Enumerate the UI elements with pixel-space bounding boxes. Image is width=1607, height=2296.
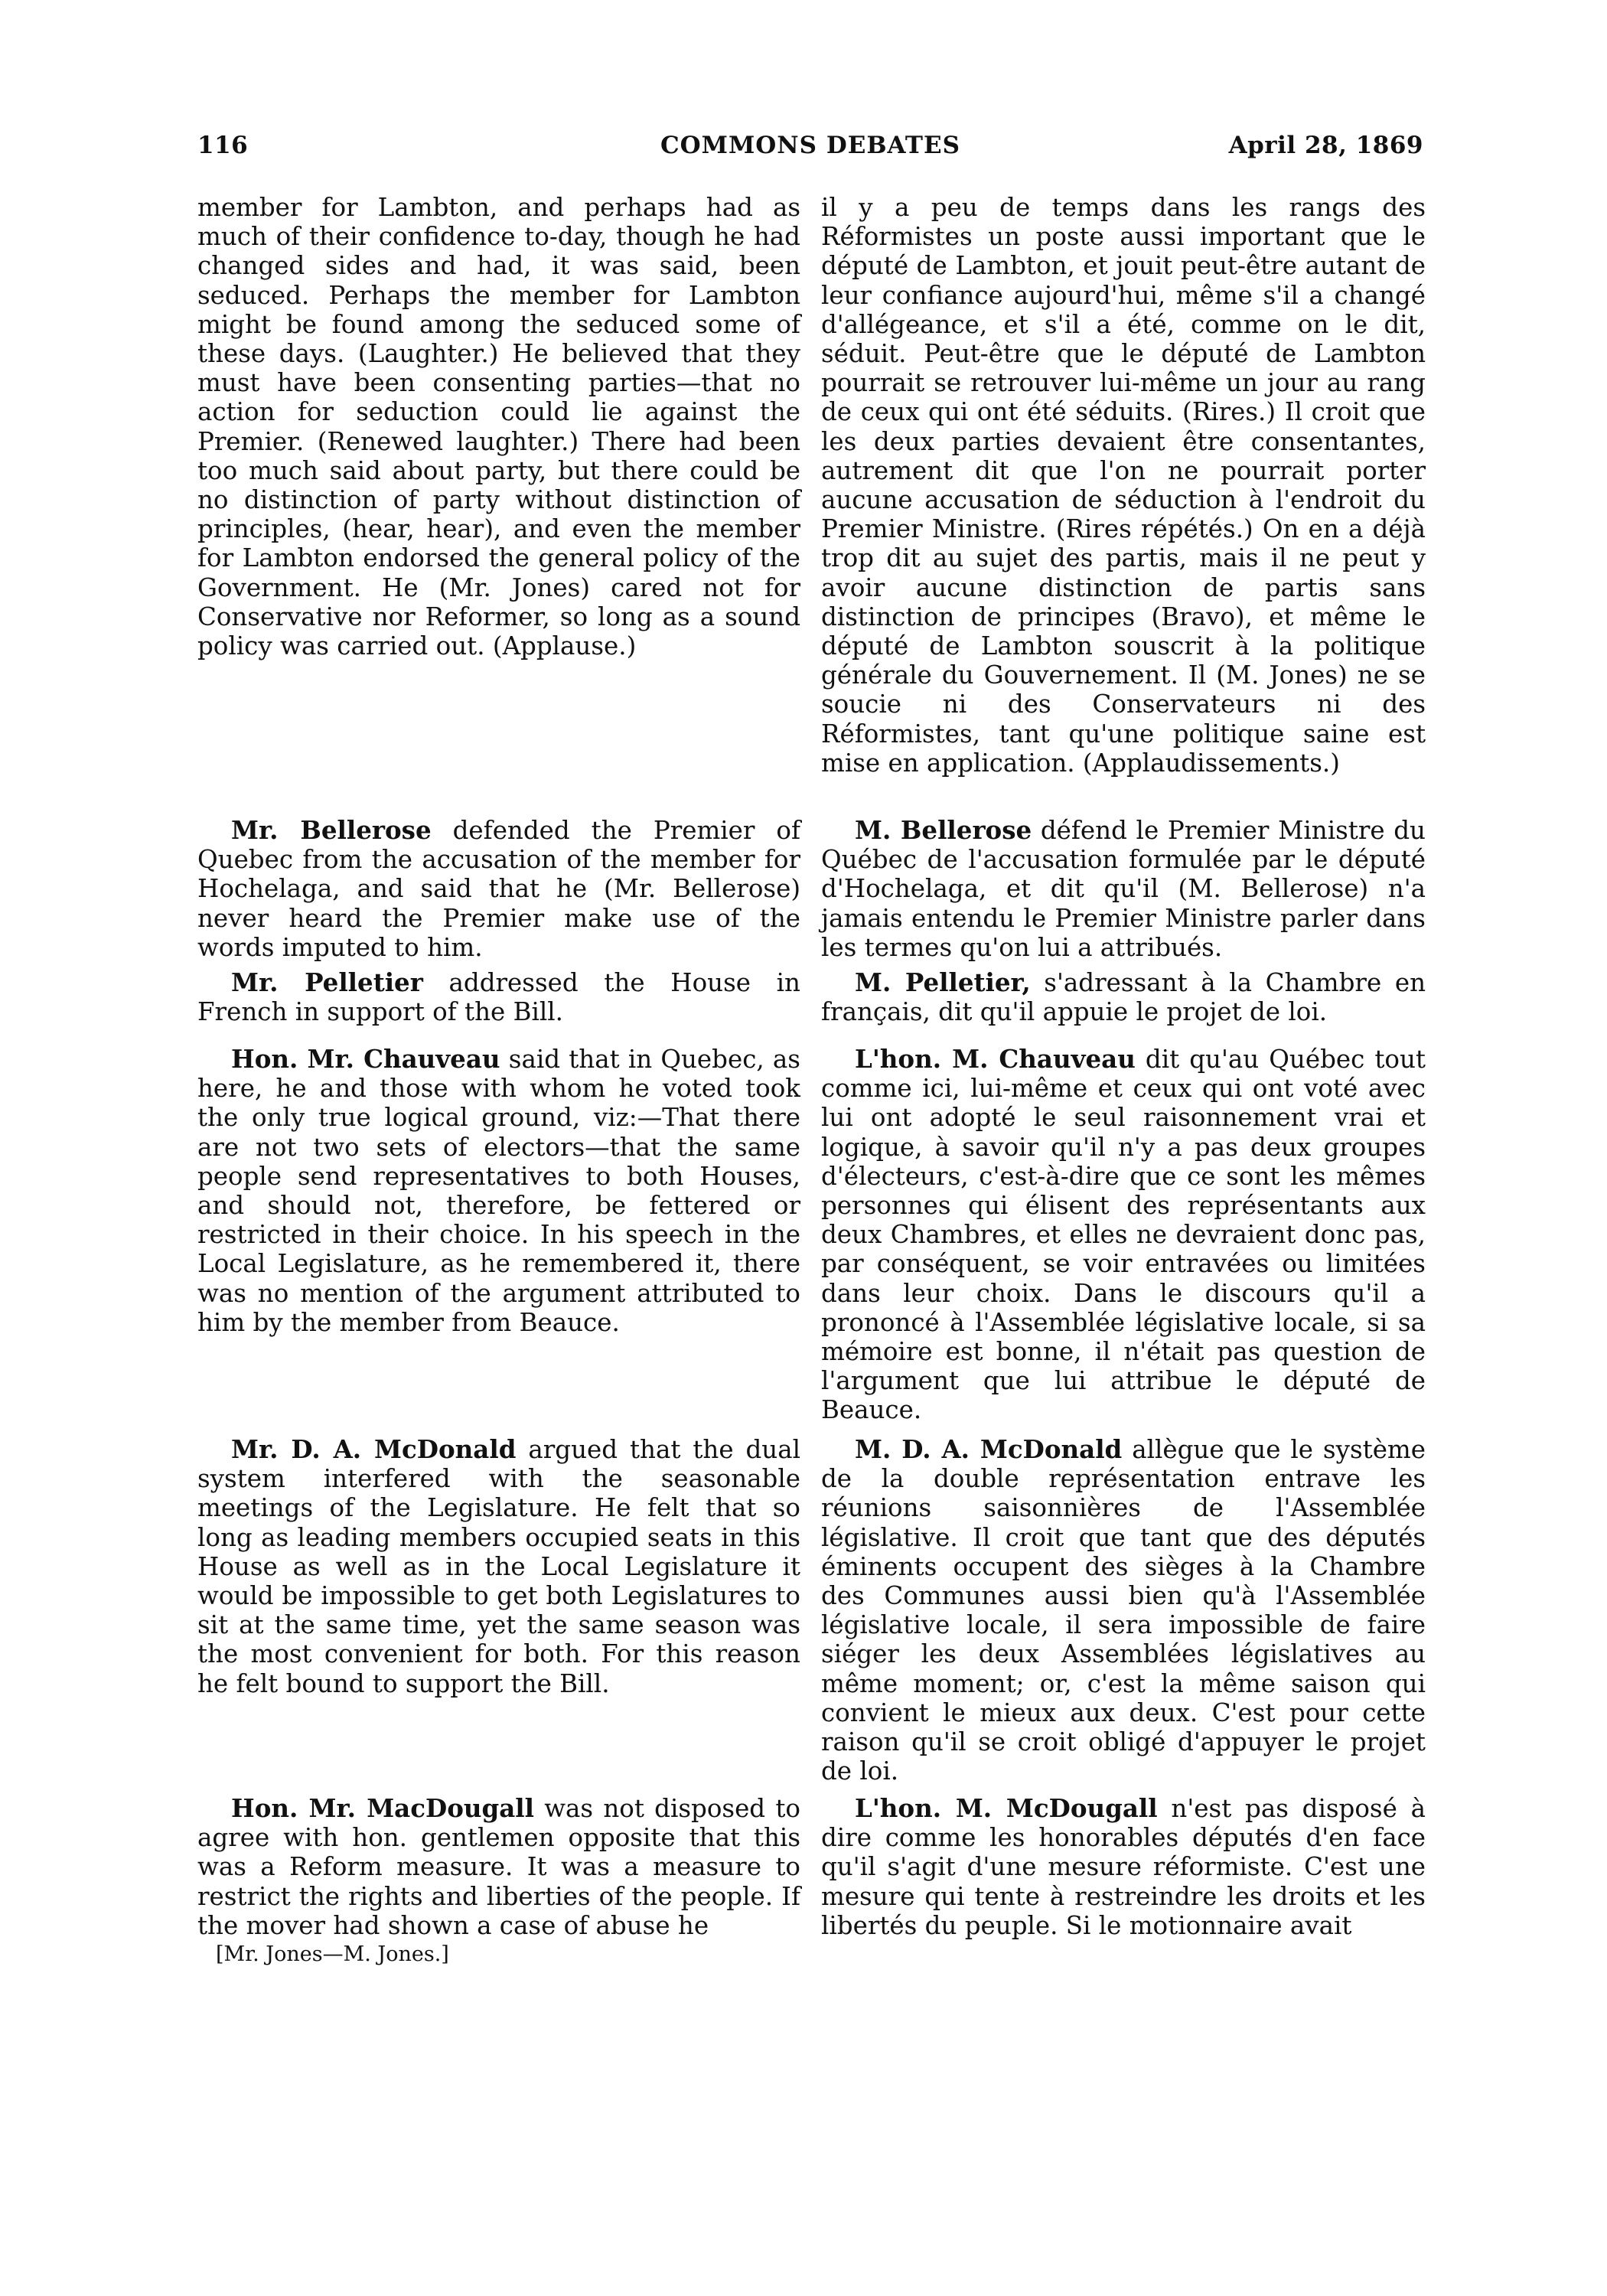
french-paragraph [821, 816, 1426, 962]
paragraph-text: argued that the dual system interfered with the seasonable meetings of the Legislature. He felt that so long as leading members occupied seats in this House as well as in the Local Legislature it would be impossible to get both Legislatures to sit at the same time, yet the same season was the most convenient for both. For this reason he felt bound to support the Bill. [197, 1435, 800, 1698]
french-paragraph [821, 968, 1426, 1026]
english-paragraph [197, 816, 800, 962]
speaker-name: Mr. Bellerose [231, 815, 432, 845]
paragraph-text: s'adressant à la Chambre en français, dit qu'il appuie le projet de loi. [821, 968, 1426, 1027]
english-paragraph [197, 968, 800, 1026]
speaker-name: Hon. Mr. MacDougall [231, 1793, 534, 1823]
paragraph-text: was not disposed to agree with hon. gentlemen opposite that this was a Reform measure. It was a measure to restrict the rights and liberties of the people. If the mover had shown a case of abuse he [197, 1794, 800, 1940]
french-paragraph [821, 1435, 1426, 1786]
issue-date: April 28, 1869 [1228, 132, 1423, 159]
english-paragraph [197, 193, 800, 660]
paragraph-text: n'est pas disposé à dire comme les honorables députés d'en face qu'il s'agit d'une mesure réformiste. C'est une mesure qui tente à restreindre les droits et les libertés du peuple. Si le motionnaire avait [821, 1794, 1426, 1940]
paragraph-text: said that in Quebec, as here, he and those with whom he voted took the only true logical ground, viz:—That there are not two sets of electors—that the same people send representatives to both Houses, and should not, therefore, be fettered or restricted in their choice. In his speech in the Local Legislature, as he remembered it, there was no mention of the argument attributed to him by the member from Beauce. [197, 1045, 800, 1337]
speaker-name: L'hon. M. Chauveau [855, 1044, 1136, 1074]
page-header [197, 132, 1423, 165]
speaker-name: Mr. D. A. McDonald [231, 1434, 517, 1464]
english-paragraph [197, 1794, 800, 1940]
paragraph-text: addressed the House in French in support of the Bill. [197, 968, 800, 1027]
speaker-name: M. Pelletier, [855, 967, 1031, 997]
paragraph-text: dit qu'au Québec tout comme ici, lui-même et ceux qui ont voté avec lui ont adopté le seul raisonnement vrai et logique, à savoir qu'il n'y a pas deux groupes d'électeurs, c'est-à-dire que ce sont les mêmes personnes qui élisent des représentants aux deux Chambres, et elles ne devraient donc pas, par conséquent, se voir entravées ou limitées dans leur choix. Dans le discours qu'il a prononcé à l'Assemblée législative locale, si sa mémoire est bonne, il n'était pas question de l'argument que lui attribue le député de Beauce. [821, 1045, 1426, 1425]
french-paragraph [821, 1045, 1426, 1425]
speaker-name: M. Bellerose [855, 815, 1032, 845]
paragraph-text: member for Lambton, and perhaps had as much of their confidence to-day, though he had changed sides and had, it was said, been seduced. Perhaps the member for Lambton might be found among the seduced some of these days. (Laughter.) He believed that they must have been consenting parties—that no action for seduction could lie against the Premier. (Renewed laughter.) There had been too much said about party, but there could be no distinction of party without distinction of principles, (hear, hear), and even the member for Lambton endorsed the general policy of the Government. He (Mr. Jones) cared not for Conservative nor Reformer, so long as a sound policy was carried out. (Applause.) [197, 193, 800, 661]
paragraph-text: défend le Premier Ministre du Québec de l'accusation formulée par le député d'Hochelaga, et dit qu'il (M. Bellerose) n'a jamais entendu le Premier Ministre parler dans les termes qu'on lui a attribués. [821, 816, 1426, 962]
page-footer: [Mr. Jones—M. Jones.] [216, 1942, 449, 1966]
speaker-name: L'hon. M. McDougall [855, 1793, 1158, 1823]
speaker-name: Hon. Mr. Chauveau [231, 1044, 500, 1074]
speaker-name: Mr. Pelletier [231, 967, 423, 997]
page-number: 116 [197, 132, 249, 159]
french-paragraph [821, 193, 1426, 778]
speaker-name: M. D. A. McDonald [855, 1434, 1123, 1464]
publication-title: COMMONS DEBATES [660, 132, 960, 159]
english-paragraph [197, 1435, 800, 1698]
paragraph-text: il y a peu de temps dans les rangs des Réformistes un poste aussi important que le député de Lambton, et jouit peut-être autant de leur confiance aujourd'hui, même s'il a changé d'allégeance, et s'il a été, comme on le dit, séduit. Peut-être que le député de Lambton pourrait se retrouver lui-même un jour au rang de ceux qui ont été séduits. (Rires.) Il croit que les deux parties devaient être consentantes, autrement dit que l'on ne pourrait porter aucune accusation de séduction à l'endroit du Premier Ministre. (Rires répétés.) On en a déjà trop dit au sujet des partis, mais il ne peut y avoir aucune distinction de partis sans distinction de principes (Bravo), et même le député de Lambton souscrit à la politique générale du Gouvernement. Il (M. Jones) ne se soucie ni des Conservateurs ni des Réformistes, tant qu'une politique saine est mise en application. (Applaudissements.) [821, 193, 1426, 778]
paragraph-text: allègue que le système de la double représentation entrave les réunions saisonnières de l'Assemblée législative. Il croit que tant que des députés éminents occupent des sièges à la Chambre des Communes aussi bien qu'à l'Assemblée législative locale, il sera impossible de faire siéger les deux Assemblées législatives au même moment; or, c'est la même saison qui convient le mieux aux deux. C'est pour cette raison qu'il se croit obligé d'appuyer le projet de loi. [821, 1435, 1426, 1786]
french-paragraph [821, 1794, 1426, 1940]
english-paragraph [197, 1045, 800, 1337]
paragraph-text: defended the Premier of Quebec from the accusation of the member for Hochelaga, and said that he (Mr. Bellerose) never heard the Premier make use of the words imputed to him. [197, 816, 800, 962]
